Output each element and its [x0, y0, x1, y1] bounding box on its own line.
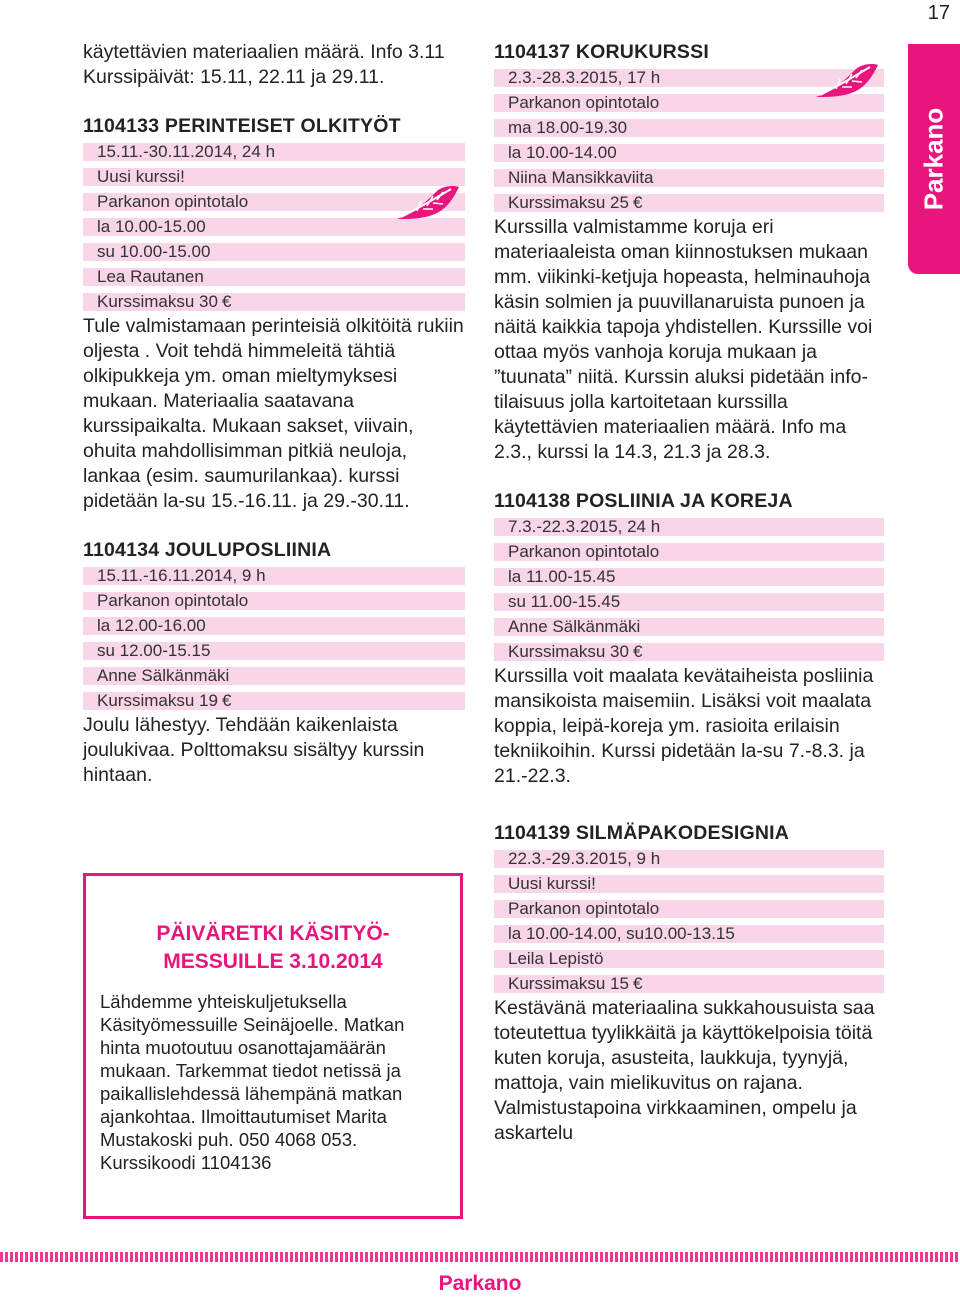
course-title-posliinia-ja-koreja: 1104138 POSLIINIA JA KOREJA — [494, 490, 793, 512]
price-line — [83, 688, 465, 713]
info-line: su 11.00-15.45 — [494, 589, 884, 614]
info-line: Parkanon opintotalo — [83, 189, 465, 214]
info-line: Parkanon opintotalo — [494, 896, 884, 921]
info-line: Uusi kurssi! — [83, 164, 465, 189]
info-line: Parkanon opintotalo — [83, 588, 465, 613]
info-line: 15.11.-16.11.2014, 9 h — [83, 563, 465, 588]
trip-title — [86, 920, 460, 976]
trip-title-line-2: MESSUILLE 3.10.2014 — [163, 950, 383, 973]
info-line: 22.3.-29.3.2015, 9 h — [494, 846, 884, 871]
trip-title-line-1: PÄIVÄRETKI KÄSITYÖ- — [156, 922, 390, 945]
trip-box — [83, 873, 463, 1219]
price-label: Kurssimaksu 30 — [97, 292, 218, 311]
course-description: Joulu lähestyy. Tehdään kaikenlaista joulukivaa. Polttomaksu sisältyy kurssin hintaan. — [83, 714, 425, 786]
info-line: su 10.00-15.00 — [83, 239, 465, 264]
info-line: Anne Sälkänmäki — [494, 614, 884, 639]
course-description: Tule valmistamaan perinteisiä olkitöitä rukiin oljesta . Voit tehdä himmeleitä tähtiä olkipukkeja ym. oman mieltymyksesi mukaan. Materiaalia saatavana kurssipaikalta. Mukaan sakset, viivain, ohuita mahdollisimman pitkiä neuloja, lankaa (esim. saumurilankaa). kurssi pidetään la-su 15.-16.11. ja 29.-30.11. — [83, 315, 464, 512]
price-label: Kurssimaksu 15 — [508, 974, 629, 993]
trip-text: Lähdemme yhteiskuljetuksella Käsityömessuille Seinäjoelle. Matkan hinta muotoutuu osanottajamäärän mukaan. Tarkemmat tiedot netissä ja paikallislehdessä lähempänä matkan ajankohtaa. Ilmoittautumiset Marita Mustakoski puh. 050 4068 053. Kurssikoodi 1104136 — [100, 991, 405, 1173]
footer-divider — [0, 1252, 960, 1262]
price-line — [494, 639, 884, 664]
price-label: Kurssimaksu 19 — [97, 691, 218, 710]
info-line: Parkanon opintotalo — [494, 90, 884, 115]
course-description: Kurssilla valmistamme koruja eri materiaaleista oman kiinnostuksen mukaan mm. viikinki-ketjuja hopeasta, helminauhoja käsin solmien ja puuvillanaruista punoen ja näitä kaikkia tapoja yhdistellen. Kurssille voi ottaa myös vanhoja koruja mukaan ja ”tuunata” niitä. Kurssin aluksi pidetään info-tilaisuus jolla kartoitetaan kurssilla käytettävien materiaalien määrä. Info ma 2.3., kurssi la 14.3, 21.3 ja 28.3. — [494, 216, 873, 463]
page-number: 17 — [927, 2, 950, 24]
leaf-icon — [812, 61, 882, 101]
info-line: Anne Sälkänmäki — [83, 663, 465, 688]
course-description: Kestävänä materiaalina sukkahousuista saa toteutettua tyylikkäitä ja käyttökelpoisia töitä kuten koruja, asusteita, laukkuja, tyynyjä, mattoja, vain mielikuvitus on rajana. Valmistustapoina virkkaaminen, ompelu ja askartelu — [494, 997, 875, 1144]
footer-label: Parkano — [438, 1272, 522, 1295]
info-line: Niina Mansikkaviita — [494, 165, 884, 190]
info-line: 15.11.-30.11.2014, 24 h — [83, 139, 465, 164]
euro-icon: € — [221, 292, 232, 311]
info-line: Uusi kurssi! — [494, 871, 884, 896]
price-line — [83, 289, 465, 314]
course-info-silmapakodesignia — [494, 846, 884, 996]
price-line — [494, 971, 884, 996]
course-title-silmapakodesignia: 1104139 SILMÄPAKODESIGNIA — [494, 822, 790, 844]
euro-icon: € — [632, 193, 643, 212]
course-title-korukurssi: 1104137 KORUKURSSI — [494, 41, 709, 63]
left-column — [83, 40, 465, 788]
info-line: Leila Lepistö — [494, 946, 884, 971]
price-line — [494, 190, 884, 215]
leaf-icon — [393, 183, 463, 223]
course-info-jouluposliinia — [83, 563, 465, 713]
course-info-posliinia-ja-koreja — [494, 514, 884, 664]
side-tab-label: Parkano — [918, 107, 949, 211]
info-line: la 10.00-15.00 — [83, 214, 465, 239]
course-description: Kurssilla voit maalata kevätaiheista posliinia mansikoista maisemiin. Lisäksi voit maalata koppia, leipä-koreja ym. rasioita erilaisin tekniikoihin. Kurssi pidetään la-su 7.-8.3. ja 21.-22.3. — [494, 665, 874, 787]
info-line: la 12.00-16.00 — [83, 613, 465, 638]
info-line: Parkanon opintotalo — [494, 539, 884, 564]
info-line: la 11.00-15.45 — [494, 564, 884, 589]
price-label: Kurssimaksu 25 — [508, 193, 629, 212]
info-line: su 12.00-15.15 — [83, 638, 465, 663]
intro-text: käytettävien materiaalien määrä. Info 3.11 Kurssipäivät: 15.11, 22.11 ja 29.11. — [83, 41, 445, 88]
info-line: la 10.00-14.00 — [494, 140, 884, 165]
info-line: 2.3.-28.3.2015, 17 h — [494, 65, 884, 90]
price-label: Kurssimaksu 30 — [508, 642, 629, 661]
euro-icon: € — [221, 691, 232, 710]
course-info-olkityot — [83, 139, 465, 314]
info-line: ma 18.00-19.30 — [494, 115, 884, 140]
course-info-korukurssi — [494, 65, 884, 215]
course-title-olkityot: 1104133 PERINTEISET OLKITYÖT — [83, 115, 401, 137]
euro-icon: € — [632, 642, 643, 661]
side-tab — [908, 44, 960, 274]
course-title-jouluposliinia: 1104134 JOULUPOSLIINIA — [83, 539, 332, 561]
info-line: 7.3.-22.3.2015, 24 h — [494, 514, 884, 539]
euro-icon: € — [632, 974, 643, 993]
info-line: la 10.00-14.00, su10.00-13.15 — [494, 921, 884, 946]
info-line: Lea Rautanen — [83, 264, 465, 289]
right-column — [494, 40, 884, 1146]
